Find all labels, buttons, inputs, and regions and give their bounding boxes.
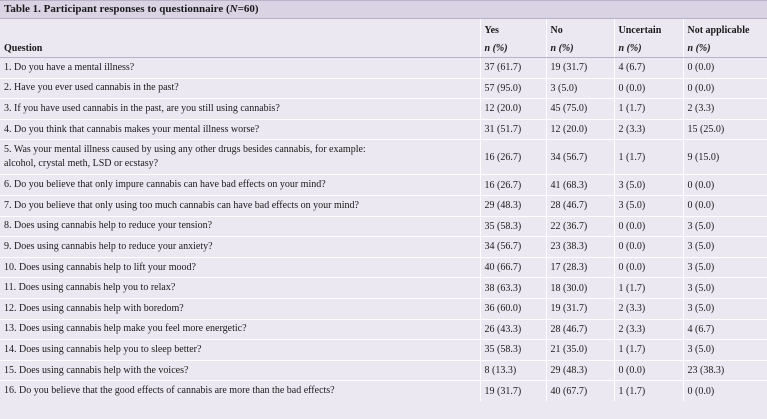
not-applicable-cell: 3 (5.0) — [683, 340, 767, 361]
table-row — [0, 119, 767, 140]
question-text: 2. Have you ever used cannabis in the past? — [4, 82, 179, 94]
not-applicable-cell: 0 (0.0) — [683, 78, 767, 99]
header-not-applicable: Not applicable — [683, 19, 767, 39]
table-row — [0, 298, 767, 319]
yes-cell: 35 (58.3) — [480, 216, 546, 237]
header-yes: Yes — [480, 19, 546, 39]
table-title-prefix: Table 1. Participant responses to questionnaire ( — [4, 3, 230, 15]
question-text: 7. Do you believe that only using too much cannabis can have bad effects on your mind? — [4, 199, 359, 211]
header-row-2 — [0, 39, 767, 58]
yes-cell: 19 (31.7) — [480, 381, 546, 401]
uncertain-cell: 2 (3.3) — [614, 319, 683, 340]
question-text: 14. Does using cannabis help you to sleep better? — [4, 343, 202, 355]
table-title — [0, 0, 767, 19]
question-text: 8. Does using cannabis help to reduce your tension? — [4, 220, 213, 232]
no-cell: 21 (35.0) — [546, 340, 614, 361]
question-cell — [0, 140, 480, 175]
question-text: 6. Do you believe that only impure cannabis can have bad effects on your mind? — [4, 179, 326, 191]
question-cell — [0, 78, 480, 99]
subheader-n: n — [618, 42, 625, 54]
yes-cell: 38 (63.3) — [480, 278, 546, 299]
table-title-suffix: =60) — [237, 3, 259, 15]
question-cell — [0, 360, 480, 381]
question-text: 10. Does using cannabis help to lift your mood? — [4, 261, 196, 273]
uncertain-cell: 0 (0.0) — [614, 360, 683, 381]
not-applicable-cell: 3 (5.0) — [683, 298, 767, 319]
question-text: 4. Do you think that cannabis makes your mental illness worse? — [4, 123, 260, 135]
not-applicable-cell: 23 (38.3) — [683, 360, 767, 381]
uncertain-cell: 0 (0.0) — [614, 257, 683, 278]
question-text: 12. Does using cannabis help with boredom? — [4, 302, 184, 314]
not-applicable-cell: 3 (5.0) — [683, 237, 767, 258]
no-cell: 28 (46.7) — [546, 319, 614, 340]
question-cell — [0, 216, 480, 237]
yes-cell: 57 (95.0) — [480, 78, 546, 99]
question-text: 13. Does using cannabis help make you feel more energetic? — [4, 323, 247, 335]
table-row — [0, 99, 767, 120]
header-question: Question — [0, 39, 480, 58]
subheader-no — [546, 39, 614, 58]
subheader-pct: (%) — [693, 42, 711, 54]
question-cell — [0, 119, 480, 140]
subheader-n: n — [550, 42, 557, 54]
question-cell — [0, 195, 480, 216]
uncertain-cell: 3 (5.0) — [614, 175, 683, 196]
table-row — [0, 195, 767, 216]
uncertain-cell: 1 (1.7) — [614, 99, 683, 120]
no-cell: 18 (30.0) — [546, 278, 614, 299]
not-applicable-cell: 4 (6.7) — [683, 319, 767, 340]
yes-cell: 26 (43.3) — [480, 319, 546, 340]
subheader-n: n — [484, 42, 491, 54]
question-text: 15. Does using cannabis help with the voices? — [4, 364, 189, 376]
question-text: 16. Do you believe that the good effects of cannabis are more than the bad effects? — [4, 385, 335, 397]
subheader-pct: (%) — [490, 42, 508, 54]
no-cell: 3 (5.0) — [546, 78, 614, 99]
table-row — [0, 319, 767, 340]
not-applicable-cell: 3 (5.0) — [683, 257, 767, 278]
question-cell — [0, 257, 480, 278]
question-cell — [0, 175, 480, 196]
question-cell — [0, 278, 480, 299]
not-applicable-cell: 2 (3.3) — [683, 99, 767, 120]
not-applicable-cell: 0 (0.0) — [683, 58, 767, 79]
no-cell: 34 (56.7) — [546, 140, 614, 175]
question-text: 3. If you have used cannabis in the past, are you still using cannabis? — [4, 102, 280, 114]
no-cell: 45 (75.0) — [546, 99, 614, 120]
yes-cell: 36 (60.0) — [480, 298, 546, 319]
table-body — [0, 58, 767, 401]
no-cell: 29 (48.3) — [546, 360, 614, 381]
not-applicable-cell: 3 (5.0) — [683, 216, 767, 237]
question-cell — [0, 319, 480, 340]
not-applicable-cell: 0 (0.0) — [683, 175, 767, 196]
subheader-uncertain — [614, 39, 683, 58]
subheader-yes — [480, 39, 546, 58]
yes-cell: 35 (58.3) — [480, 340, 546, 361]
table-row — [0, 360, 767, 381]
yes-cell: 29 (48.3) — [480, 195, 546, 216]
uncertain-cell: 0 (0.0) — [614, 216, 683, 237]
table-title-n: N — [229, 3, 238, 15]
no-cell: 17 (28.3) — [546, 257, 614, 278]
subheader-pct: (%) — [556, 42, 574, 54]
subheader-not-applicable — [683, 39, 767, 58]
table-row — [0, 175, 767, 196]
uncertain-cell: 1 (1.7) — [614, 140, 683, 175]
question-text: 9. Does using cannabis help to reduce your anxiety? — [4, 240, 213, 252]
uncertain-cell: 0 (0.0) — [614, 237, 683, 258]
yes-cell: 40 (66.7) — [480, 257, 546, 278]
responses-table — [0, 19, 767, 401]
table-row — [0, 340, 767, 361]
yes-cell: 16 (26.7) — [480, 175, 546, 196]
table-row — [0, 216, 767, 237]
yes-cell: 31 (51.7) — [480, 119, 546, 140]
yes-cell: 16 (26.7) — [480, 140, 546, 175]
table-row — [0, 278, 767, 299]
question-text: 11. Does using cannabis help you to relax? — [4, 282, 176, 294]
table-row — [0, 381, 767, 401]
table-row — [0, 257, 767, 278]
question-cell — [0, 340, 480, 361]
no-cell: 28 (46.7) — [546, 195, 614, 216]
uncertain-cell: 2 (3.3) — [614, 119, 683, 140]
question-cell — [0, 237, 480, 258]
no-cell: 23 (38.3) — [546, 237, 614, 258]
not-applicable-cell: 0 (0.0) — [683, 195, 767, 216]
question-text: 1. Do you have a mental illness? — [4, 61, 135, 73]
yes-cell: 12 (20.0) — [480, 99, 546, 120]
uncertain-cell: 1 (1.7) — [614, 381, 683, 401]
not-applicable-cell: 9 (15.0) — [683, 140, 767, 175]
header-row-1 — [0, 19, 767, 39]
not-applicable-cell: 3 (5.0) — [683, 278, 767, 299]
uncertain-cell: 3 (5.0) — [614, 195, 683, 216]
no-cell: 12 (20.0) — [546, 119, 614, 140]
uncertain-cell: 4 (6.7) — [614, 58, 683, 79]
subheader-pct: (%) — [624, 42, 642, 54]
yes-cell: 8 (13.3) — [480, 360, 546, 381]
no-cell: 19 (31.7) — [546, 298, 614, 319]
question-text: 5. Was your mental illness caused by using any other drugs besides cannabis, for example: — [4, 144, 366, 156]
uncertain-cell: 2 (3.3) — [614, 298, 683, 319]
yes-cell: 37 (61.7) — [480, 58, 546, 79]
yes-cell: 34 (56.7) — [480, 237, 546, 258]
no-cell: 19 (31.7) — [546, 58, 614, 79]
table-row — [0, 58, 767, 79]
uncertain-cell: 0 (0.0) — [614, 78, 683, 99]
header-uncertain: Uncertain — [614, 19, 683, 39]
not-applicable-cell: 15 (25.0) — [683, 119, 767, 140]
question-text-line2: alcohol, crystal meth, LSD or ecstasy? — [4, 158, 159, 170]
not-applicable-cell: 0 (0.0) — [683, 381, 767, 401]
table-row — [0, 237, 767, 258]
header-no: No — [546, 19, 614, 39]
question-cell — [0, 298, 480, 319]
no-cell: 41 (68.3) — [546, 175, 614, 196]
no-cell: 22 (36.7) — [546, 216, 614, 237]
subheader-n: n — [687, 42, 694, 54]
question-cell — [0, 381, 480, 401]
uncertain-cell: 1 (1.7) — [614, 278, 683, 299]
table-row — [0, 140, 767, 175]
table-row — [0, 78, 767, 99]
no-cell: 40 (67.7) — [546, 381, 614, 401]
question-cell — [0, 99, 480, 120]
uncertain-cell: 1 (1.7) — [614, 340, 683, 361]
question-cell — [0, 58, 480, 79]
header-empty — [0, 19, 480, 39]
